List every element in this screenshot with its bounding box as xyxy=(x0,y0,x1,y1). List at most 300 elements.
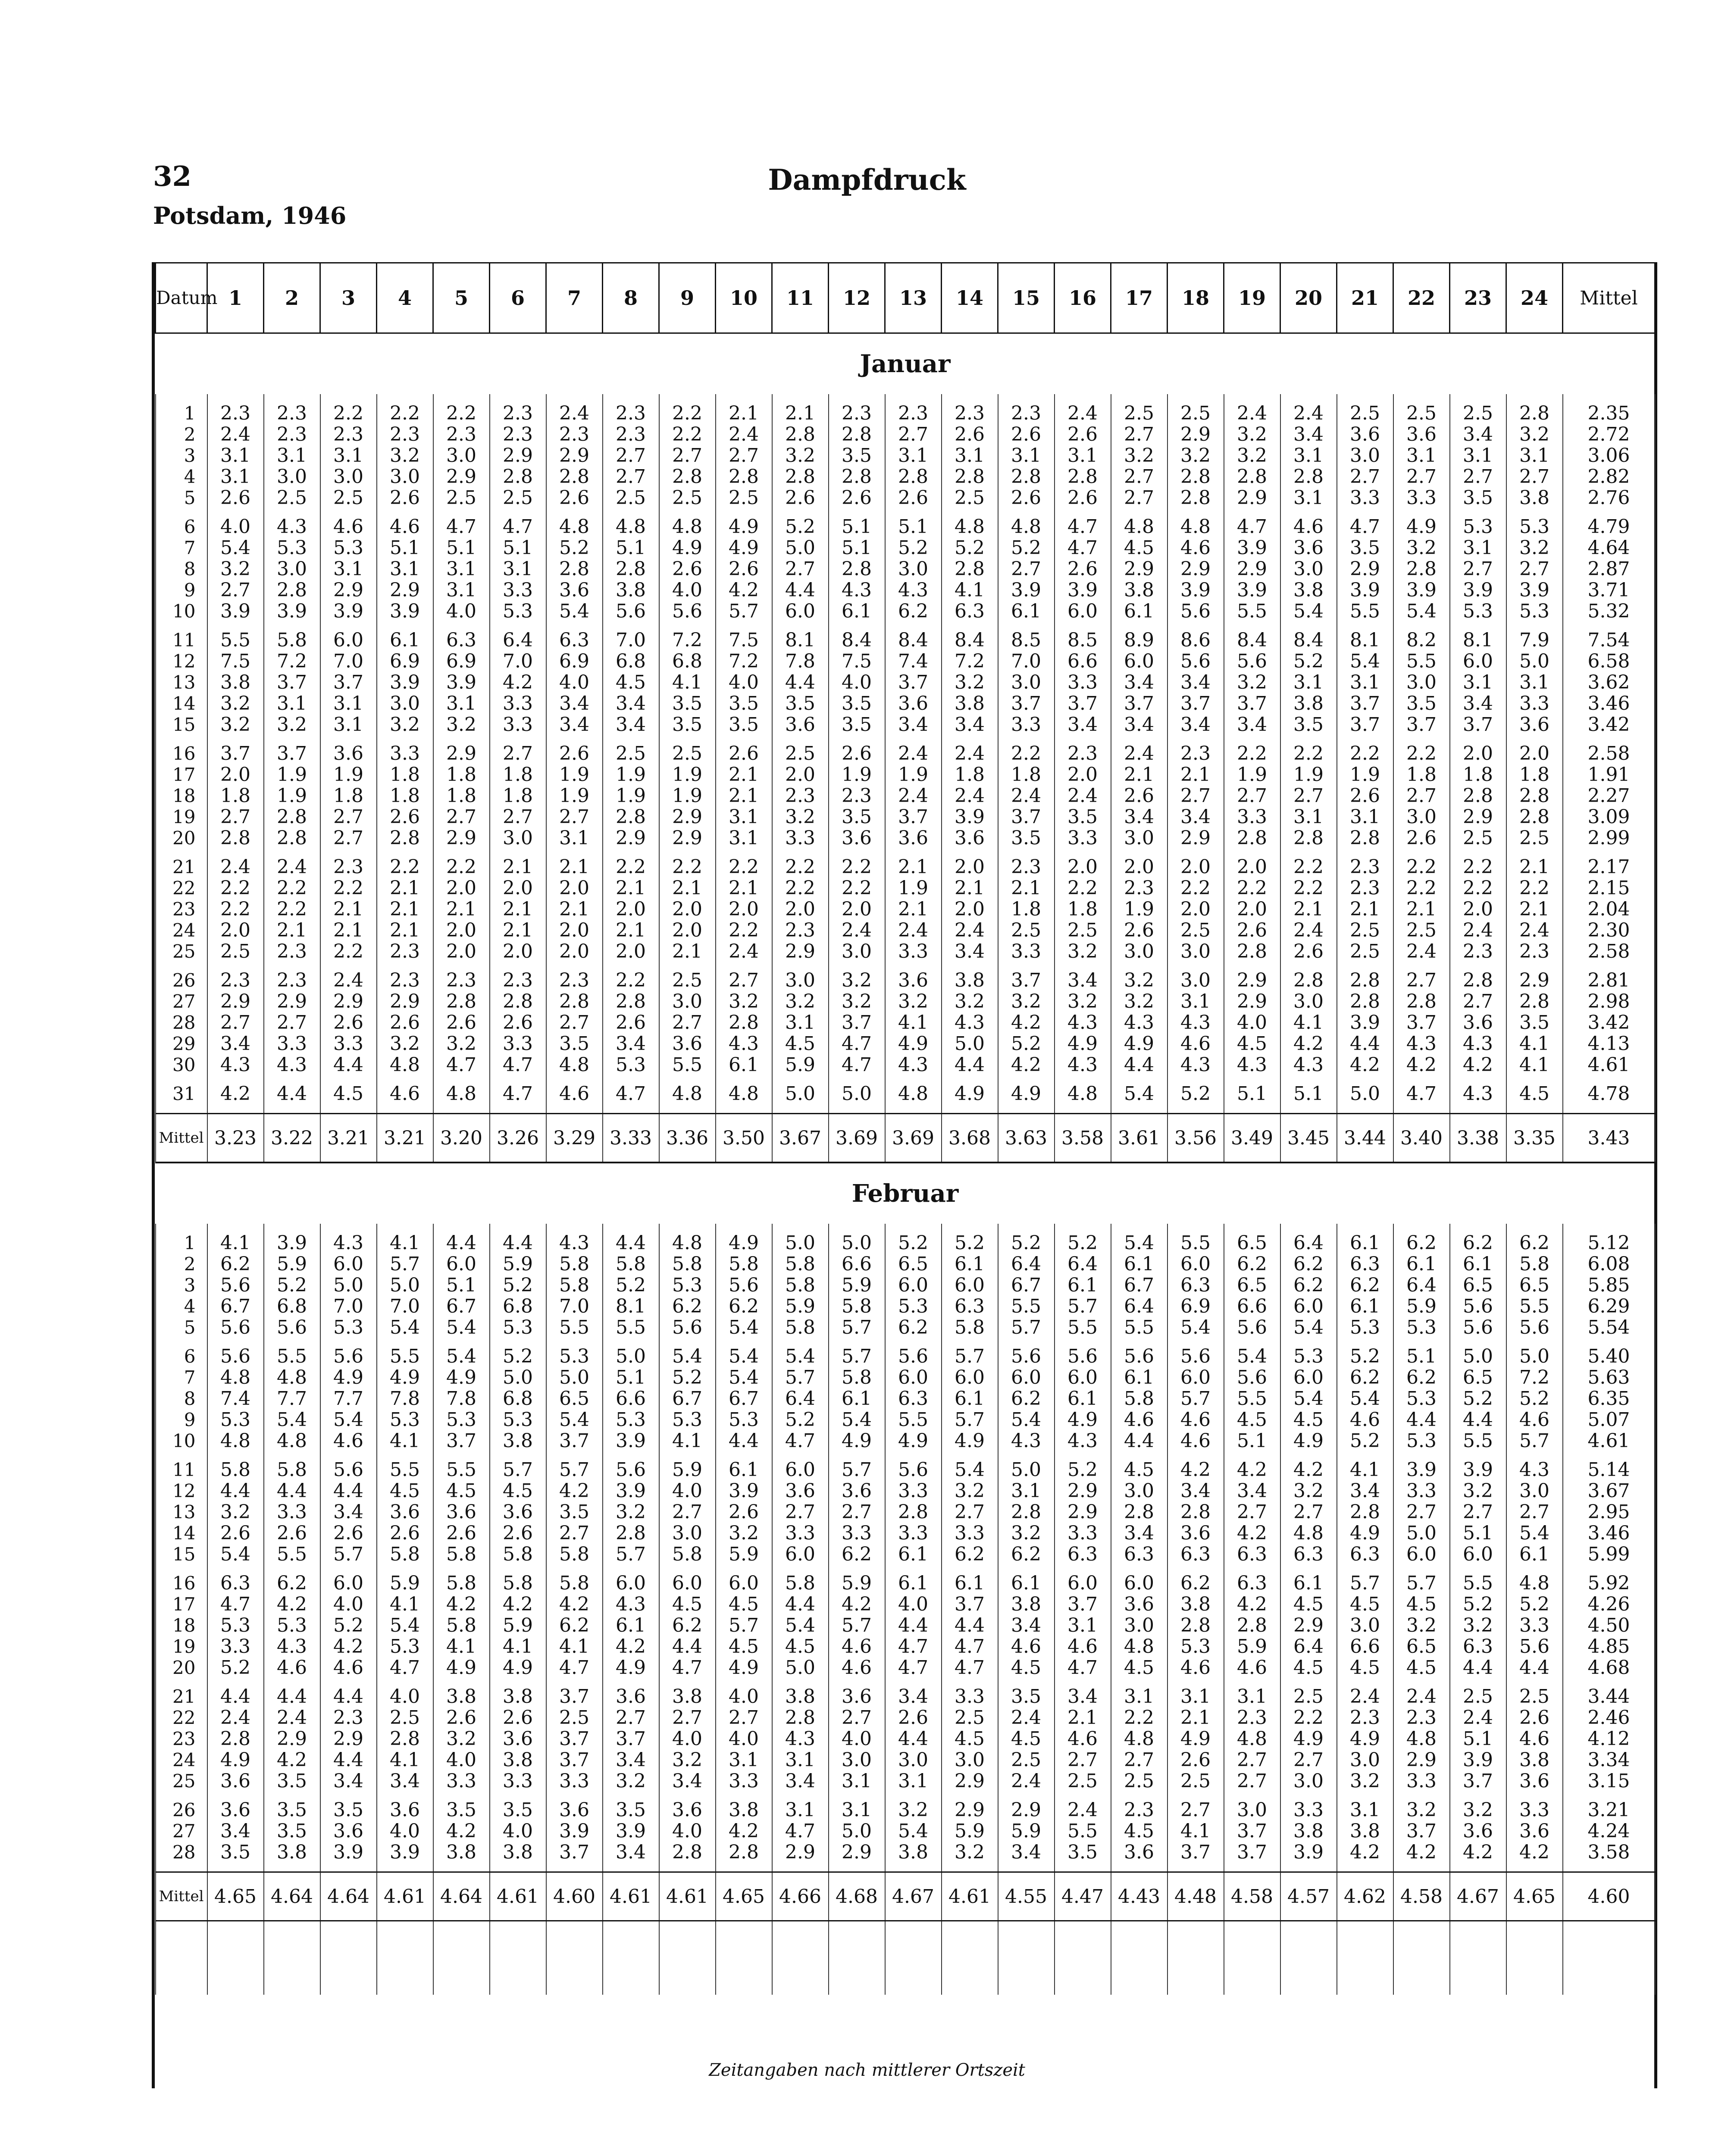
value-cell: 4.0 xyxy=(433,601,490,622)
value-cell: 2.2 xyxy=(377,403,433,424)
value-cell: 5.0 xyxy=(829,1232,885,1253)
spacer-cell xyxy=(377,1104,433,1114)
value-cell: 5.1 xyxy=(433,537,490,558)
value-cell: 2.8 xyxy=(885,1501,942,1523)
value-cell: 3.7 xyxy=(433,1430,490,1451)
value-cell: 2.0 xyxy=(1055,764,1111,785)
value-cell: 3.0 xyxy=(1167,941,1224,962)
daily-mean-cell: 4.24 xyxy=(1563,1821,1655,1842)
value-cell: 5.4 xyxy=(1224,1338,1280,1367)
value-cell: 3.7 xyxy=(1337,714,1393,735)
value-cell: 2.2 xyxy=(1280,1707,1337,1728)
value-cell: 3.1 xyxy=(1450,672,1506,693)
spacer-cell xyxy=(433,1224,490,1232)
table-row xyxy=(156,1501,1655,1523)
value-cell: 5.7 xyxy=(716,1615,772,1636)
value-cell: 2.2 xyxy=(1280,735,1337,764)
value-cell: 5.6 xyxy=(998,1338,1055,1367)
value-cell: 5.1 xyxy=(1224,1075,1280,1104)
hourly-mean-cell: 4.48 xyxy=(1167,1872,1224,1921)
spacer-cell xyxy=(998,1224,1055,1232)
value-cell: 6.1 xyxy=(998,601,1055,622)
value-cell: 2.6 xyxy=(490,1707,546,1728)
value-cell: 4.2 xyxy=(264,1594,320,1615)
value-cell: 4.8 xyxy=(264,1430,320,1451)
value-cell: 3.0 xyxy=(1280,991,1337,1012)
value-cell: 3.1 xyxy=(490,558,546,580)
value-cell: 4.0 xyxy=(377,1678,433,1707)
value-cell: 5.0 xyxy=(829,1821,885,1842)
value-cell: 5.8 xyxy=(433,1565,490,1594)
value-cell: 3.4 xyxy=(320,1771,377,1792)
value-cell: 6.1 xyxy=(1111,601,1167,622)
value-cell: 2.7 xyxy=(603,1707,659,1728)
value-cell: 5.8 xyxy=(772,1317,829,1338)
value-cell: 2.3 xyxy=(1337,877,1393,899)
day-cell: 28 xyxy=(156,1842,207,1863)
value-cell: 6.1 xyxy=(1111,1253,1167,1275)
value-cell: 1.8 xyxy=(433,785,490,806)
value-cell: 2.5 xyxy=(207,941,264,962)
value-cell: 3.0 xyxy=(320,466,377,487)
value-cell: 5.0 xyxy=(829,1075,885,1104)
value-cell: 6.0 xyxy=(320,622,377,651)
value-cell: 2.8 xyxy=(603,1523,659,1544)
spacer-cell xyxy=(490,1104,546,1114)
daily-mean-cell: 5.54 xyxy=(1563,1317,1655,1338)
value-cell: 5.2 xyxy=(998,1232,1055,1253)
value-cell: 4.3 xyxy=(716,1033,772,1054)
value-cell: 3.3 xyxy=(716,1771,772,1792)
value-cell: 3.6 xyxy=(1450,1012,1506,1033)
value-cell: 2.6 xyxy=(546,735,603,764)
value-cell: 2.6 xyxy=(377,806,433,827)
value-cell: 3.5 xyxy=(546,1501,603,1523)
value-cell: 2.0 xyxy=(603,899,659,920)
value-cell: 3.7 xyxy=(603,1728,659,1749)
value-cell: 3.6 xyxy=(659,1792,716,1821)
daily-mean-cell: 3.42 xyxy=(1563,714,1655,735)
value-cell: 4.7 xyxy=(829,1054,885,1075)
value-cell: 2.0 xyxy=(207,764,264,785)
value-cell: 3.2 xyxy=(207,558,264,580)
value-cell: 2.0 xyxy=(1111,849,1167,877)
value-cell: 6.2 xyxy=(659,1296,716,1317)
value-cell: 3.1 xyxy=(1280,672,1337,693)
station-year: Potsdam, 1946 xyxy=(153,202,347,229)
value-cell: 3.7 xyxy=(546,1678,603,1707)
value-cell: 6.1 xyxy=(829,601,885,622)
table-row xyxy=(156,785,1655,806)
spacer-cell xyxy=(490,1224,546,1232)
value-cell: 2.1 xyxy=(885,899,942,920)
spacer-cell xyxy=(659,394,716,403)
table-row xyxy=(156,1338,1655,1367)
value-cell: 2.3 xyxy=(829,785,885,806)
value-cell: 3.4 xyxy=(885,714,942,735)
table-row xyxy=(156,1792,1655,1821)
spacer-cell xyxy=(603,394,659,403)
value-cell: 3.4 xyxy=(1167,672,1224,693)
value-cell: 6.2 xyxy=(1167,1565,1224,1594)
value-cell: 2.7 xyxy=(320,806,377,827)
value-cell: 3.6 xyxy=(1111,1842,1167,1863)
value-cell: 3.4 xyxy=(603,1033,659,1054)
column-header-hour: 20 xyxy=(1280,263,1337,333)
value-cell: 2.1 xyxy=(490,920,546,941)
value-cell: 3.8 xyxy=(659,1678,716,1707)
value-cell: 3.9 xyxy=(716,1480,772,1501)
value-cell: 3.9 xyxy=(1450,1451,1506,1480)
value-cell: 2.4 xyxy=(1224,403,1280,424)
value-cell: 5.7 xyxy=(829,1317,885,1338)
value-cell: 6.2 xyxy=(1393,1232,1450,1253)
value-cell: 3.6 xyxy=(1506,714,1563,735)
value-cell: 5.2 xyxy=(1450,1388,1506,1409)
value-cell: 4.2 xyxy=(1393,1054,1450,1075)
value-cell: 3.3 xyxy=(546,1771,603,1792)
value-cell: 2.2 xyxy=(772,877,829,899)
value-cell: 6.5 xyxy=(1506,1275,1563,1296)
daily-mean-cell: 6.29 xyxy=(1563,1296,1655,1317)
value-cell: 3.0 xyxy=(433,445,490,466)
value-cell: 2.4 xyxy=(885,735,942,764)
value-cell: 3.0 xyxy=(1111,941,1167,962)
value-cell: 6.5 xyxy=(1224,1275,1280,1296)
daily-mean-cell: 7.54 xyxy=(1563,622,1655,651)
table-row xyxy=(156,877,1655,899)
value-cell: 5.7 xyxy=(942,1409,998,1430)
spacer-cell xyxy=(207,1224,264,1232)
value-cell: 5.5 xyxy=(264,1544,320,1565)
value-cell: 4.5 xyxy=(377,1480,433,1501)
value-cell: 3.7 xyxy=(1393,1821,1450,1842)
value-cell: 5.3 xyxy=(1506,508,1563,537)
table-row xyxy=(156,1821,1655,1842)
day-cell: 16 xyxy=(156,735,207,764)
day-cell: 14 xyxy=(156,693,207,714)
table-row xyxy=(156,487,1655,508)
value-cell: 4.3 xyxy=(1450,1033,1506,1054)
value-cell: 5.3 xyxy=(207,1409,264,1430)
value-cell: 5.6 xyxy=(1224,651,1280,672)
value-cell: 3.6 xyxy=(207,1792,264,1821)
value-cell: 5.7 xyxy=(998,1317,1055,1338)
spacer-cell xyxy=(603,1863,659,1872)
value-cell: 2.8 xyxy=(1280,466,1337,487)
value-cell: 4.9 xyxy=(1393,508,1450,537)
value-cell: 6.5 xyxy=(1450,1275,1506,1296)
value-cell: 4.6 xyxy=(1224,1657,1280,1678)
value-cell: 3.5 xyxy=(716,693,772,714)
value-cell: 5.1 xyxy=(885,508,942,537)
value-cell: 4.4 xyxy=(942,1054,998,1075)
value-cell: 5.9 xyxy=(490,1615,546,1636)
value-cell: 6.7 xyxy=(1111,1275,1167,1296)
value-cell: 7.9 xyxy=(1506,622,1563,651)
value-cell: 4.4 xyxy=(320,1678,377,1707)
value-cell: 3.4 xyxy=(603,1749,659,1771)
value-cell: 2.3 xyxy=(546,962,603,991)
value-cell: 1.8 xyxy=(433,764,490,785)
value-cell: 5.2 xyxy=(885,537,942,558)
value-cell: 2.5 xyxy=(659,735,716,764)
value-cell: 5.6 xyxy=(1450,1296,1506,1317)
value-cell: 4.3 xyxy=(264,508,320,537)
value-cell: 4.0 xyxy=(320,1594,377,1615)
value-cell: 5.5 xyxy=(1055,1317,1111,1338)
day-cell: 2 xyxy=(156,424,207,445)
value-cell: 4.2 xyxy=(264,1749,320,1771)
daily-mean-cell: 5.99 xyxy=(1563,1544,1655,1565)
value-cell: 2.8 xyxy=(603,991,659,1012)
value-cell: 4.2 xyxy=(1337,1054,1393,1075)
value-cell: 4.4 xyxy=(1111,1054,1167,1075)
value-cell: 3.5 xyxy=(1393,693,1450,714)
value-cell: 6.9 xyxy=(433,651,490,672)
value-cell: 3.2 xyxy=(716,1523,772,1544)
empty-cell xyxy=(998,1921,1055,1995)
value-cell: 5.3 xyxy=(433,1409,490,1430)
value-cell: 2.2 xyxy=(207,899,264,920)
value-cell: 2.7 xyxy=(1450,558,1506,580)
value-cell: 3.6 xyxy=(1167,1523,1224,1544)
value-cell: 3.6 xyxy=(829,827,885,849)
value-cell: 2.2 xyxy=(659,424,716,445)
value-cell: 7.4 xyxy=(207,1388,264,1409)
value-cell: 5.8 xyxy=(772,1275,829,1296)
value-cell: 4.3 xyxy=(1111,1012,1167,1033)
day-cell: 20 xyxy=(156,1657,207,1678)
value-cell: 3.0 xyxy=(659,1523,716,1544)
value-cell: 2.8 xyxy=(1167,487,1224,508)
value-cell: 2.2 xyxy=(1393,849,1450,877)
value-cell: 4.3 xyxy=(207,1054,264,1075)
column-header-hour: 2 xyxy=(264,263,320,333)
value-cell: 5.7 xyxy=(1506,1430,1563,1451)
value-cell: 2.8 xyxy=(772,466,829,487)
table-row xyxy=(156,827,1655,849)
value-cell: 4.2 xyxy=(829,1594,885,1615)
value-cell: 4.4 xyxy=(885,1615,942,1636)
value-cell: 3.5 xyxy=(603,1792,659,1821)
value-cell: 4.8 xyxy=(377,1054,433,1075)
value-cell: 2.7 xyxy=(1224,1749,1280,1771)
value-cell: 2.8 xyxy=(1167,1501,1224,1523)
value-cell: 2.7 xyxy=(659,1501,716,1523)
value-cell: 5.9 xyxy=(998,1821,1055,1842)
value-cell: 2.6 xyxy=(490,1012,546,1033)
value-cell: 6.3 xyxy=(1337,1253,1393,1275)
value-cell: 5.3 xyxy=(264,1615,320,1636)
value-cell: 5.5 xyxy=(1055,1821,1111,1842)
value-cell: 2.2 xyxy=(659,849,716,877)
value-cell: 3.6 xyxy=(207,1771,264,1792)
empty-row xyxy=(156,1921,1655,1995)
value-cell: 6.4 xyxy=(490,622,546,651)
value-cell: 4.9 xyxy=(207,1749,264,1771)
value-cell: 2.2 xyxy=(1506,877,1563,899)
value-cell: 4.2 xyxy=(320,1636,377,1657)
value-cell: 5.7 xyxy=(1337,1565,1393,1594)
value-cell: 2.7 xyxy=(546,1523,603,1544)
value-cell: 2.2 xyxy=(1224,735,1280,764)
value-cell: 4.8 xyxy=(1167,508,1224,537)
day-cell: 10 xyxy=(156,1430,207,1451)
table-row xyxy=(156,899,1655,920)
value-cell: 2.8 xyxy=(1111,1501,1167,1523)
value-cell: 3.7 xyxy=(1393,714,1450,735)
spacer-cell xyxy=(377,1863,433,1872)
value-cell: 7.5 xyxy=(716,622,772,651)
daily-mean-cell: 5.63 xyxy=(1563,1367,1655,1388)
value-cell: 2.3 xyxy=(1111,1792,1167,1821)
value-cell: 3.1 xyxy=(320,714,377,735)
value-cell: 5.6 xyxy=(1167,651,1224,672)
value-cell: 4.5 xyxy=(320,1075,377,1104)
value-cell: 2.7 xyxy=(1450,991,1506,1012)
value-cell: 5.1 xyxy=(829,537,885,558)
value-cell: 4.6 xyxy=(1337,1409,1393,1430)
spacer-cell xyxy=(1450,1863,1506,1872)
value-cell: 3.9 xyxy=(1337,1012,1393,1033)
value-cell: 2.8 xyxy=(659,1842,716,1863)
value-cell: 1.9 xyxy=(885,877,942,899)
value-cell: 2.4 xyxy=(998,1771,1055,1792)
value-cell: 4.4 xyxy=(1393,1409,1450,1430)
spacer-cell xyxy=(320,1104,377,1114)
value-cell: 3.9 xyxy=(546,1821,603,1842)
value-cell: 3.6 xyxy=(829,1480,885,1501)
column-header-hour: 19 xyxy=(1224,263,1280,333)
value-cell: 2.3 xyxy=(829,403,885,424)
value-cell: 1.8 xyxy=(207,785,264,806)
day-cell: 8 xyxy=(156,1388,207,1409)
spacer-cell xyxy=(1224,1224,1280,1232)
day-cell: 26 xyxy=(156,962,207,991)
table-row xyxy=(156,445,1655,466)
value-cell: 4.4 xyxy=(320,1480,377,1501)
daily-mean-cell: 2.82 xyxy=(1563,466,1655,487)
value-cell: 5.3 xyxy=(1337,1317,1393,1338)
spacer-cell xyxy=(829,1863,885,1872)
value-cell: 2.3 xyxy=(490,962,546,991)
value-cell: 4.8 xyxy=(998,508,1055,537)
value-cell: 2.1 xyxy=(377,877,433,899)
value-cell: 2.9 xyxy=(264,1728,320,1749)
value-cell: 4.2 xyxy=(433,1594,490,1615)
day-cell: 5 xyxy=(156,487,207,508)
value-cell: 3.2 xyxy=(942,991,998,1012)
value-cell: 4.0 xyxy=(885,1594,942,1615)
value-cell: 7.2 xyxy=(659,622,716,651)
value-cell: 3.4 xyxy=(1111,1523,1167,1544)
day-cell: 19 xyxy=(156,806,207,827)
spacer-cell xyxy=(1224,1104,1280,1114)
value-cell: 2.5 xyxy=(603,735,659,764)
value-cell: 4.5 xyxy=(1111,537,1167,558)
value-cell: 2.8 xyxy=(1337,962,1393,991)
value-cell: 3.6 xyxy=(885,962,942,991)
value-cell: 2.9 xyxy=(1337,558,1393,580)
value-cell: 4.3 xyxy=(829,580,885,601)
value-cell: 3.1 xyxy=(1337,806,1393,827)
value-cell: 3.2 xyxy=(1506,537,1563,558)
value-cell: 5.1 xyxy=(377,537,433,558)
value-cell: 3.6 xyxy=(885,693,942,714)
value-cell: 2.8 xyxy=(772,424,829,445)
value-cell: 5.3 xyxy=(320,537,377,558)
column-header-hour: 8 xyxy=(603,263,659,333)
value-cell: 5.6 xyxy=(885,1338,942,1367)
value-cell: 4.9 xyxy=(885,1033,942,1054)
spacer-cell xyxy=(546,394,603,403)
value-cell: 3.1 xyxy=(1280,806,1337,827)
value-cell: 2.9 xyxy=(433,827,490,849)
value-cell: 3.1 xyxy=(1450,445,1506,466)
spacer-cell xyxy=(320,1224,377,1232)
value-cell: 2.4 xyxy=(716,941,772,962)
spacer-cell xyxy=(885,1104,942,1114)
spacer-cell xyxy=(546,1863,603,1872)
value-cell: 4.8 xyxy=(1393,1728,1450,1749)
value-cell: 2.9 xyxy=(772,941,829,962)
hourly-mean-cell: 4.64 xyxy=(320,1872,377,1921)
value-cell: 5.4 xyxy=(433,1338,490,1367)
value-cell: 6.7 xyxy=(433,1296,490,1317)
spacer-cell xyxy=(829,1104,885,1114)
value-cell: 5.9 xyxy=(1393,1296,1450,1317)
table-row xyxy=(156,1296,1655,1317)
value-cell: 2.7 xyxy=(1111,466,1167,487)
value-cell: 3.4 xyxy=(546,714,603,735)
value-cell: 5.6 xyxy=(320,1451,377,1480)
spacer-cell xyxy=(1167,1863,1224,1872)
value-cell: 6.2 xyxy=(1393,1367,1450,1388)
value-cell: 2.3 xyxy=(1393,1707,1450,1728)
value-cell: 2.6 xyxy=(1055,487,1111,508)
value-cell: 5.6 xyxy=(603,601,659,622)
empty-cell xyxy=(716,1921,772,1995)
value-cell: 4.0 xyxy=(659,1480,716,1501)
value-cell: 6.3 xyxy=(1055,1544,1111,1565)
value-cell: 4.7 xyxy=(772,1430,829,1451)
value-cell: 2.7 xyxy=(1055,1749,1111,1771)
daily-mean-cell: 5.92 xyxy=(1563,1565,1655,1594)
value-cell: 2.8 xyxy=(1506,991,1563,1012)
value-cell: 8.1 xyxy=(603,1296,659,1317)
value-cell: 5.5 xyxy=(603,1317,659,1338)
value-cell: 3.7 xyxy=(1224,693,1280,714)
table-row xyxy=(156,920,1655,941)
value-cell: 5.4 xyxy=(1280,601,1337,622)
value-cell: 2.4 xyxy=(716,424,772,445)
value-cell: 2.4 xyxy=(1337,1678,1393,1707)
value-cell: 2.1 xyxy=(490,899,546,920)
value-cell: 4.9 xyxy=(1167,1728,1224,1749)
value-cell: 5.8 xyxy=(716,1253,772,1275)
value-cell: 3.6 xyxy=(320,1821,377,1842)
value-cell: 2.9 xyxy=(1055,1480,1111,1501)
value-cell: 2.7 xyxy=(546,1012,603,1033)
value-cell: 3.2 xyxy=(1055,991,1111,1012)
value-cell: 5.5 xyxy=(1167,1232,1224,1253)
value-cell: 4.2 xyxy=(1280,1033,1337,1054)
value-cell: 3.7 xyxy=(546,1728,603,1749)
value-cell: 5.6 xyxy=(207,1317,264,1338)
value-cell: 7.0 xyxy=(998,651,1055,672)
value-cell: 3.4 xyxy=(1167,1480,1224,1501)
